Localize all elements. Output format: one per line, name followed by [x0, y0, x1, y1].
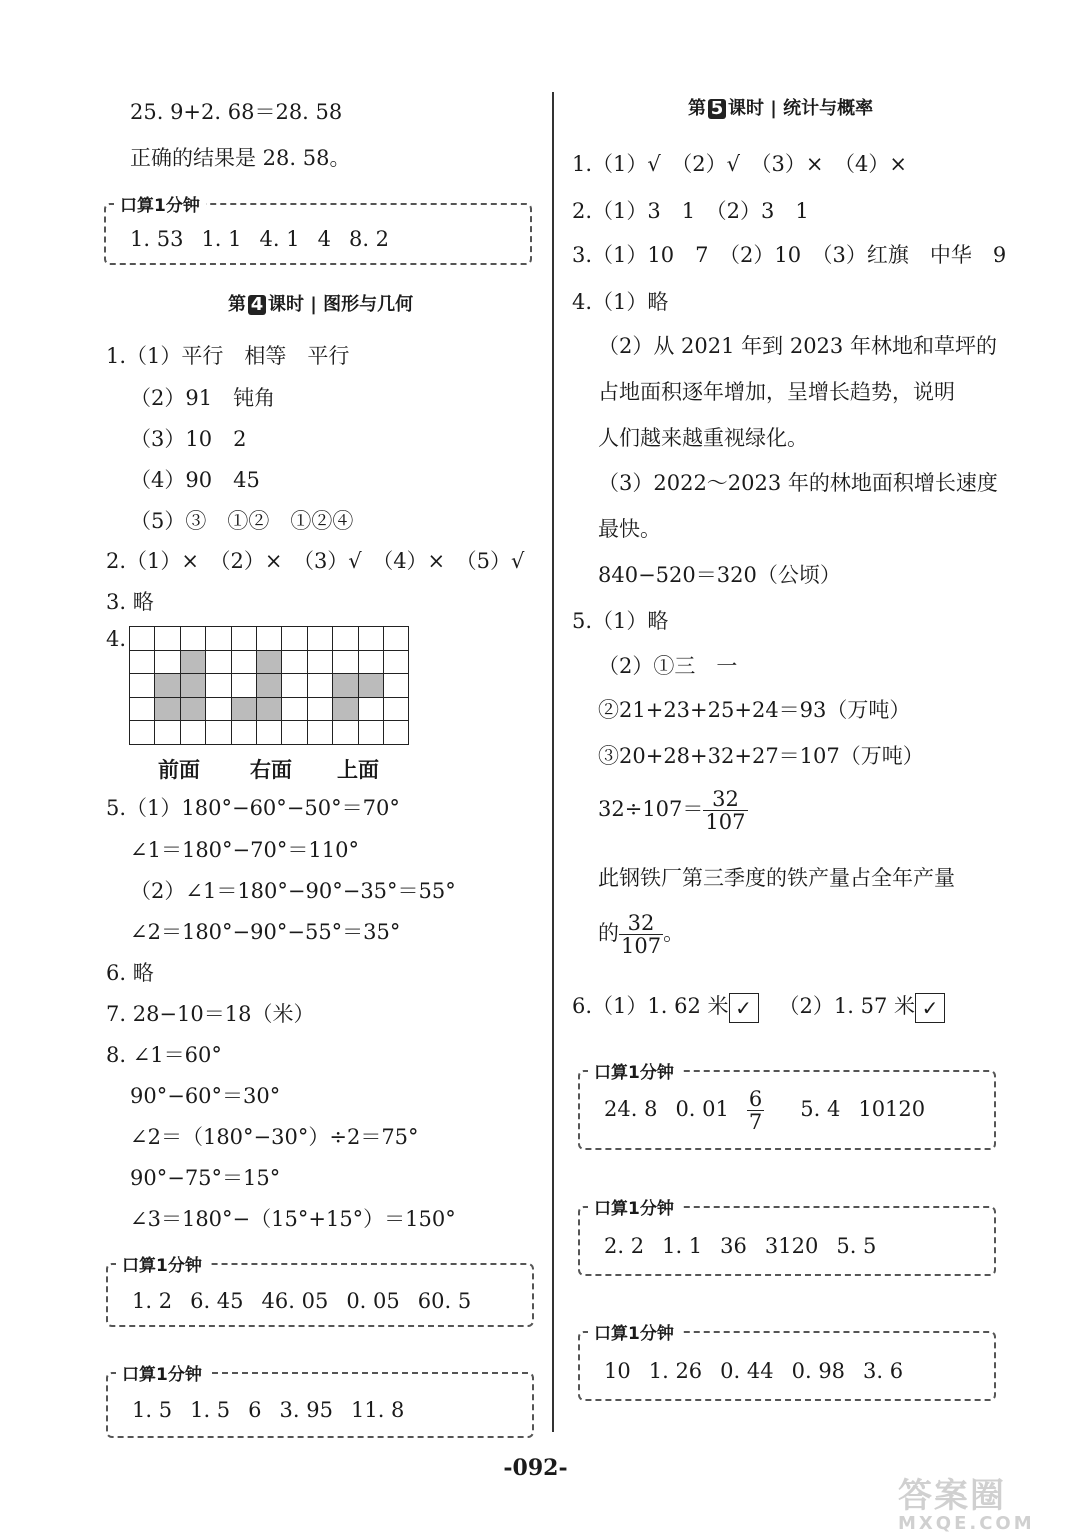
value: 11. 8 [350, 1398, 405, 1422]
box-title: 口算1分钟 [588, 1194, 680, 1219]
q3-line: 3. 略 [106, 590, 154, 614]
numerator: 6 [748, 1087, 763, 1111]
value: 46. 05 [261, 1289, 329, 1313]
box-values [130, 227, 407, 251]
q6-line: 6. 略 [106, 961, 154, 985]
tail-prefix: 的 [598, 921, 619, 946]
value: 0. 01 [675, 1097, 729, 1122]
q1-line: 1.（1）√ （2）√ （3）× （4）× [572, 152, 907, 176]
q2-line: 2.（1）3 1 （2）3 1 [572, 199, 809, 223]
q4-line: 最快。 [598, 517, 661, 541]
value: 3. 95 [279, 1398, 333, 1422]
q4-number: 4. [106, 627, 127, 651]
section-number: 5 [708, 99, 726, 119]
section-suffix: 课时 [268, 294, 304, 315]
oral-calc-box-3 [106, 1365, 534, 1438]
q5-fraction-line [598, 788, 748, 833]
oral-calc-box-1 [104, 196, 532, 265]
q4-line: （2）从 2021 年到 2023 年林地和草坪的 [598, 334, 997, 358]
value: 0. 44 [720, 1359, 774, 1383]
tail-suffix: 。 [663, 921, 685, 946]
q4-line: 人们越来越重视绿化。 [598, 426, 808, 450]
fraction [703, 788, 747, 833]
value: 10120 [858, 1097, 926, 1122]
checkmark-icon: ✓ [729, 993, 759, 1023]
oral-calc-box-6 [578, 1324, 996, 1401]
q4-line: 占地面积逐年增加，呈增长趋势，说明 [598, 380, 955, 404]
value: 4 [317, 227, 331, 251]
q1-line: （4）90 45 [130, 468, 260, 492]
q8-line: ∠2＝（180°−30°）÷2＝75° [130, 1125, 419, 1149]
value: 1. 2 [132, 1289, 173, 1313]
value: 36 [720, 1234, 747, 1258]
value: 6 [248, 1398, 262, 1422]
value: 1. 5 [190, 1398, 231, 1422]
section-separator: | [770, 98, 777, 119]
value: 3120 [764, 1234, 819, 1258]
q4-line: （3）2022～2023 年的林地面积增长速度 [598, 471, 998, 495]
q8-line: ∠3＝180°−（15°+15°）＝150° [130, 1207, 456, 1231]
denominator: 107 [705, 810, 746, 835]
checkmark-icon: ✓ [915, 993, 945, 1023]
value: 6. 45 [190, 1289, 244, 1313]
q8-line: 90°−60°＝30° [130, 1084, 281, 1108]
watermark-logo [898, 1468, 1063, 1534]
value: 1. 26 [648, 1359, 703, 1383]
box-values [604, 1234, 894, 1258]
section-header-4 [228, 290, 413, 316]
value: 1. 1 [201, 227, 242, 251]
section-prefix: 第 [688, 98, 706, 119]
value: 1. 53 [130, 227, 184, 251]
q1-line: （5）③ ①② ①②④ [130, 509, 354, 533]
q6-part-a: 6.（1）1. 62 米 [572, 994, 729, 1018]
q8-line: 8. ∠1＝60° [106, 1043, 222, 1067]
value: 5. 4 [800, 1097, 841, 1122]
section-header-5 [688, 94, 873, 120]
value: 1. 1 [662, 1234, 703, 1258]
value: 5. 5 [836, 1234, 877, 1258]
q5-line: ∠1＝180°−70°＝110° [130, 838, 359, 862]
value: 10 [604, 1359, 631, 1383]
value: 3. 6 [863, 1359, 904, 1383]
value: 0. 05 [346, 1289, 400, 1313]
box-title: 口算1分钟 [116, 1360, 208, 1385]
page-number: -092- [503, 1455, 568, 1481]
denominator: 7 [748, 1110, 763, 1135]
value: 0. 98 [791, 1359, 846, 1383]
box-values [604, 1359, 921, 1383]
box-title: 口算1分钟 [588, 1058, 680, 1083]
q5-tail [598, 912, 684, 957]
q5-line: 5.（1）略 [572, 609, 669, 633]
q5-line: ③20+28+32+27＝107（万吨） [598, 744, 924, 768]
q6-line [572, 990, 945, 1023]
division-expression: 32÷107＝ [598, 797, 704, 822]
q5-line: （2）∠1＝180°−90°−35°＝55° [130, 879, 456, 903]
section-number: 4 [248, 295, 266, 315]
section-separator: | [310, 294, 317, 315]
oral-calc-box-4 [578, 1063, 996, 1150]
value: 4. 1 [259, 227, 300, 251]
box-title: 口算1分钟 [116, 1251, 208, 1276]
q3-line: 3.（1）10 7 （2）10 （3）红旗 中华 9 [572, 243, 1007, 267]
q1-line: （2）91 钝角 [130, 386, 276, 410]
q5-line: ∠2＝180°−90°−55°＝35° [130, 920, 401, 944]
value: 2. 2 [604, 1234, 645, 1258]
q8-line: 90°−75°＝15° [130, 1166, 281, 1190]
box-values [132, 1289, 489, 1313]
q5-line: （2）①三 一 [598, 654, 738, 678]
numerator: 32 [703, 788, 747, 811]
q7-line: 7. 28−10＝18（米） [106, 1002, 315, 1026]
q1-line: 1.（1）平行 相等 平行 [106, 344, 350, 368]
watermark-url: MXQE.COM [898, 1513, 1035, 1534]
box-values [132, 1398, 422, 1422]
section-title: 图形与几何 [323, 294, 414, 315]
section-suffix: 课时 [728, 98, 764, 119]
q5-line: ②21+23+25+24＝93（万吨） [598, 698, 911, 722]
value: 1. 5 [132, 1398, 173, 1422]
q2-line: 2.（1）× （2）× （3）√ （4）× （5）√ [106, 549, 525, 573]
box-values [604, 1088, 943, 1133]
label-top: 上面 [337, 757, 379, 782]
q4-line: 4.（1）略 [572, 290, 669, 314]
fraction [747, 1088, 782, 1133]
view-grid [129, 626, 409, 745]
value: 24. 8 [604, 1097, 658, 1122]
q5-line: 5.（1）180°−60°−50°＝70° [106, 796, 400, 820]
label-front: 前面 [158, 757, 200, 782]
column-divider [552, 92, 554, 1432]
q4-line: 840−520＝320（公顷） [598, 563, 841, 587]
watermark-text: 答案圈 [898, 1476, 1006, 1516]
section-title: 统计与概率 [783, 98, 874, 119]
value: 8. 2 [348, 227, 390, 251]
fraction [619, 912, 663, 957]
q6-part-b: （2）1. 57 米 [778, 994, 916, 1018]
q1-line: （3）10 2 [130, 427, 247, 451]
section-prefix: 第 [228, 294, 246, 315]
box-title: 口算1分钟 [588, 1319, 680, 1344]
q5-text: 此钢铁厂第三季度的铁产量占全年产量 [598, 866, 955, 890]
denominator: 107 [621, 934, 662, 959]
oral-calc-box-2 [106, 1256, 534, 1327]
numerator: 32 [619, 912, 663, 935]
label-right: 右面 [250, 757, 292, 782]
value: 60. 5 [417, 1289, 472, 1313]
calc-line: 25. 9+2. 68＝28. 58 [130, 100, 343, 124]
result-line: 正确的结果是 28. 58。 [130, 146, 351, 170]
oral-calc-box-5 [578, 1199, 996, 1276]
box-title: 口算1分钟 [114, 191, 206, 216]
